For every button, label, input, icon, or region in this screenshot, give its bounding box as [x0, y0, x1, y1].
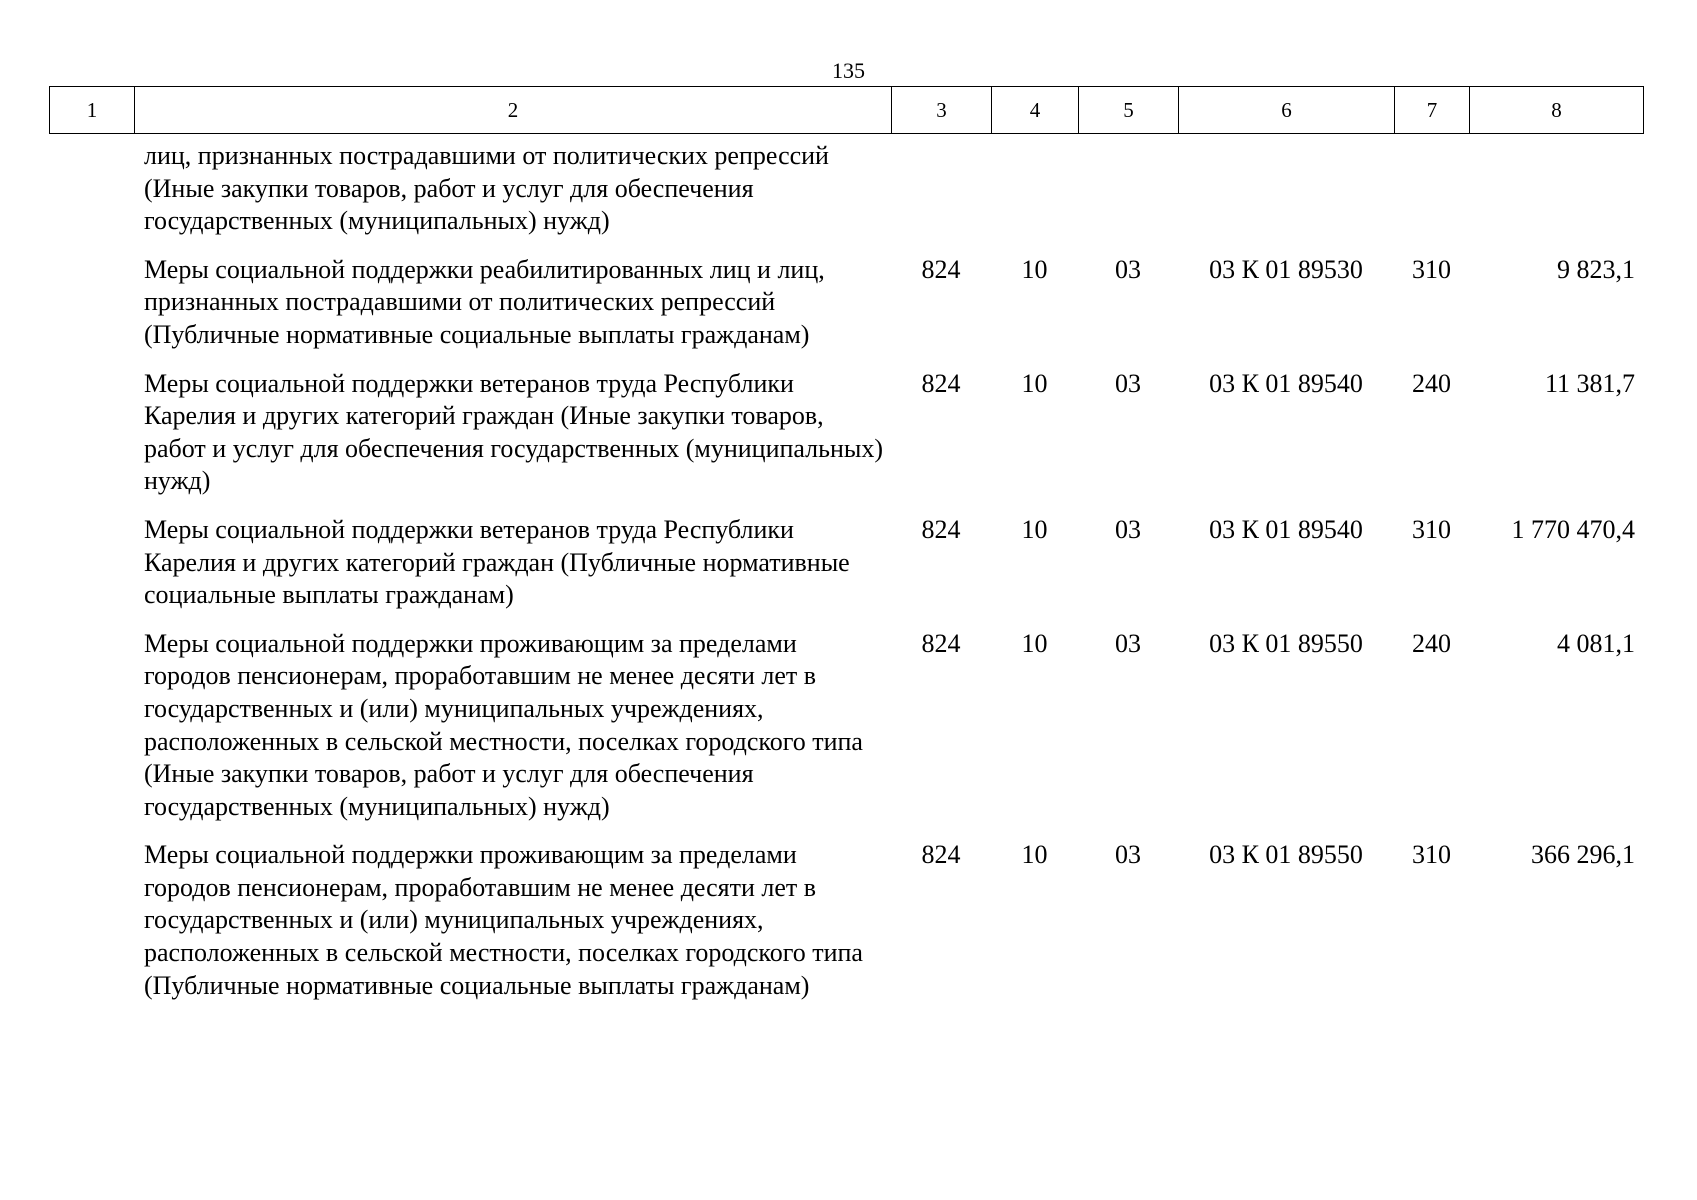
row-amount: 11 381,7 — [1544, 368, 1635, 398]
header-col-7: 7 — [1395, 87, 1470, 134]
table-row — [49, 368, 1643, 514]
row-section-code: 10 — [1021, 628, 1048, 658]
header-col-6: 6 — [1179, 87, 1395, 134]
row-expense-type: 240 — [1412, 368, 1451, 398]
continuation-description: лиц, признанных пострадавшими от политических репрессий (Иные закупки товаров, работ и услуг для обеспечения государственных (муниципальных) нужд) — [144, 141, 829, 236]
row-ministry-code: 824 — [921, 840, 961, 870]
table-row — [49, 514, 1643, 628]
row-amount: 4 081,1 — [1557, 628, 1635, 658]
row-ministry-code: 824 — [921, 628, 961, 658]
row-target-article: 03 К 01 89530 — [1209, 254, 1363, 284]
row-expense-type: 310 — [1412, 514, 1451, 544]
header-col-5: 5 — [1079, 87, 1179, 134]
row-description: Меры социальной поддержки ветеранов труда Республики Карелия и других категорий граждан (Иные закупки товаров, работ и услуг для обеспечения государственных (муниципальных) нужд) — [144, 368, 884, 496]
row-description: Меры социальной поддержки реабилитированных лиц и лиц, признанных пострадавшими от политических репрессий (Публичные нормативные социальные выплаты гражданам) — [144, 254, 825, 349]
page-number: 135 — [832, 58, 865, 83]
row-ministry-code: 824 — [921, 514, 961, 544]
continuation-row — [49, 140, 1643, 254]
row-subsection-code: 03 — [1115, 628, 1141, 658]
row-section-code: 10 — [1021, 840, 1048, 870]
row-amount: 366 296,1 — [1531, 840, 1635, 870]
row-target-article: 03 К 01 89550 — [1209, 840, 1363, 870]
header-col-3: 3 — [892, 87, 992, 134]
row-subsection-code: 03 — [1115, 514, 1141, 544]
row-amount: 1 770 470,4 — [1511, 514, 1635, 544]
row-section-code: 10 — [1021, 254, 1048, 284]
header-col-8: 8 — [1470, 87, 1644, 134]
header-col-2: 2 — [135, 87, 892, 134]
column-number-header — [49, 86, 1644, 134]
row-subsection-code: 03 — [1115, 840, 1141, 870]
row-description: Меры социальной поддержки ветеранов труда Республики Карелия и других категорий граждан (Публичные нормативные социальные выплаты гражданам) — [144, 514, 850, 610]
row-subsection-code: 03 — [1115, 368, 1141, 398]
row-section-code: 10 — [1021, 514, 1048, 544]
row-description: Меры социальной поддержки проживающим за пределами городов пенсионерам, проработавшим не менее десяти лет в государственных и (или) муниципальных учреждениях, расположенных в сельской местности, поселках городского типа (Иные закупки товаров, работ и услуг для обеспечения государственных (муниципальных) нужд) — [144, 628, 863, 821]
table-row — [49, 628, 1643, 840]
row-amount: 9 823,1 — [1557, 254, 1635, 284]
row-target-article: 03 К 01 89540 — [1209, 368, 1363, 398]
row-expense-type: 240 — [1412, 628, 1451, 658]
row-subsection-code: 03 — [1115, 254, 1141, 284]
row-target-article: 03 К 01 89540 — [1209, 514, 1363, 544]
header-col-4: 4 — [992, 87, 1079, 134]
table-row — [49, 254, 1643, 368]
header-col-1: 1 — [50, 87, 135, 134]
budget-table-body — [49, 140, 1643, 1018]
row-expense-type: 310 — [1412, 840, 1451, 870]
row-expense-type: 310 — [1412, 254, 1451, 284]
row-ministry-code: 824 — [921, 254, 961, 284]
row-section-code: 10 — [1021, 368, 1048, 398]
row-ministry-code: 824 — [921, 368, 961, 398]
row-description: Меры социальной поддержки проживающим за пределами городов пенсионерам, проработавшим не менее десяти лет в государственных и (или) муниципальных учреждениях, расположенных в сельской местности, поселках городского типа (Публичные нормативные социальные выплаты гражданам) — [144, 840, 863, 1000]
row-target-article: 03 К 01 89550 — [1209, 628, 1363, 658]
table-row — [49, 839, 1643, 1018]
